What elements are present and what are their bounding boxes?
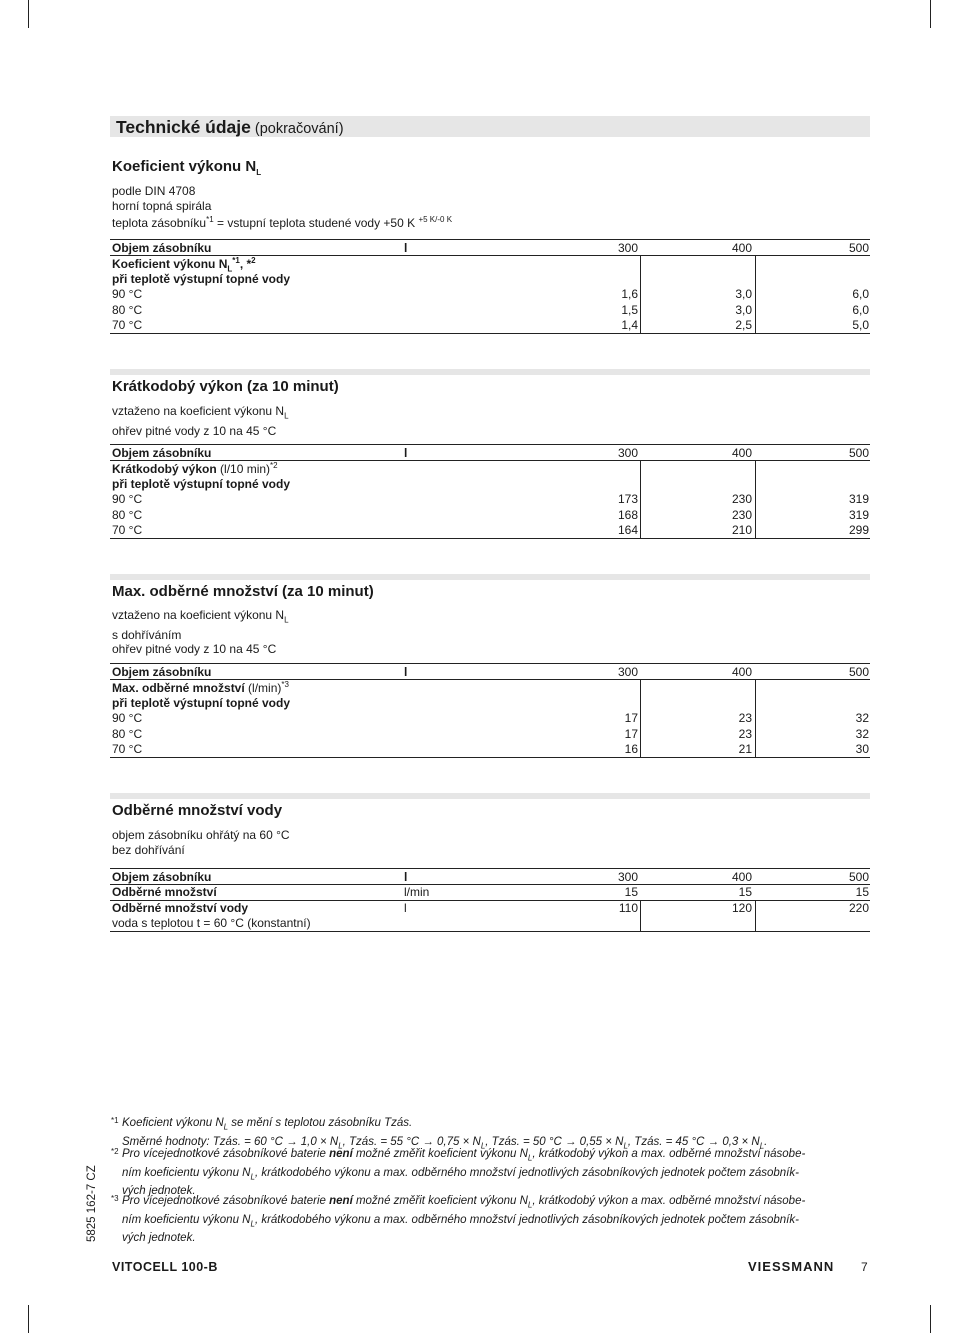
footnote-text: . [764,1135,768,1148]
superscript: *3 [281,680,289,690]
document-code: 5825 162-7 CZ [86,1165,98,1242]
section-title-text: Koeficient výkonu N [112,158,257,175]
page-title [116,117,344,138]
table-row [110,741,870,756]
footnote-line [122,1147,873,1166]
cell-value: 3,0 [735,302,752,317]
footnote-text: ním koeficientu výkonu N [122,1213,251,1226]
page-title-bar [110,116,870,137]
row-label: při teplotě výstupní topné vody [112,271,291,286]
table-rule [110,538,870,539]
cell-value: 173 [617,492,638,507]
header-value: 400 [731,446,752,460]
footnote-marker: *3 [111,1194,119,1203]
table-row [110,491,870,506]
footnote-text: možné změřit koeficient výkonu N [352,1195,528,1207]
cell-value: 220 [848,900,869,915]
desc-line [112,213,452,231]
section-draw-off-volume-title: Odběrné množství vody [112,802,283,819]
header-value: 500 [848,665,869,679]
header-value: 500 [848,870,869,884]
subscript: L [527,1200,533,1210]
cell-value: 21 [738,741,752,756]
footnote-text: , krátkodobý výkon a max. odběrné množství násobe- [532,1195,806,1207]
table-row [110,710,870,725]
row-label: 80 °C [112,302,143,317]
row-text: Koeficient výkonu N [112,257,228,272]
desc-line [112,404,289,424]
table-row [110,507,870,522]
cell-value: 5,0 [852,317,869,332]
cell-value: 3,0 [735,287,752,302]
table-col-divider [755,255,756,333]
table-col-divider [640,255,641,333]
crop-mark-bottom-left [28,1305,29,1333]
table-row [110,900,870,915]
page-number: 7 [861,1260,868,1274]
table-rule [110,679,870,680]
table-row [110,679,870,694]
crop-mark-bottom-right [930,1305,931,1333]
cell-value: 164 [617,522,638,537]
row-label: 90 °C [112,287,143,302]
header-value: 500 [848,241,869,255]
section-performance-factor-title [112,158,261,177]
table-row [110,460,870,475]
header-value: 400 [731,870,752,884]
cell-value: 319 [848,507,869,522]
header-unit: l [404,665,408,679]
footer-product-name: VITOCELL 100-B [112,1260,218,1274]
cell-value: 1,6 [621,287,638,302]
section-performance-factor-desc [112,184,452,231]
footnote-text: , Tzás. = 55 °C → 0,75 × N [342,1135,481,1148]
table-row [110,915,870,930]
cell-value: 299 [848,522,869,537]
cell-value: 210 [731,522,752,537]
footnote-text: se mění s teplotou zásobníku Tzás. [228,1117,413,1129]
table-header-row [110,664,870,679]
section-bar [110,574,870,580]
crop-mark-top-right [930,0,931,28]
row-unit: l/min [404,885,430,900]
page-title-continued: (pokračování) [254,121,344,137]
table-performance-factor [110,240,870,332]
superscript: *1 [206,215,214,224]
desc-line: ohřev pitné vody z 10 na 45 °C [112,642,277,657]
header-value: 400 [731,665,752,679]
page-title-text: Technické údaje [116,117,251,137]
table-rule [110,931,870,932]
row-label: 80 °C [112,507,143,522]
table-col-divider [755,900,756,931]
table-col-divider [640,900,641,931]
row-unit: l [404,900,407,915]
table-rule [110,900,870,901]
header-unit: l [404,241,408,255]
row-label: Odběrné množství vody [112,900,249,915]
desc-line: s dohříváním [112,627,182,642]
row-label [112,461,278,476]
subscript: L [256,168,262,177]
table-row [110,695,870,710]
cell-value: 1,5 [621,302,638,317]
table-rule [110,757,870,758]
footnote-text: Pro vícejednotkové zásobníkové baterie [122,1195,330,1207]
table-max-draw-off [110,664,870,756]
desc-line: ohřev pitné vody z 10 na 45 °C [112,423,277,438]
table-rule [110,460,870,461]
header-value: 300 [617,870,638,884]
cell-value: 2,5 [735,317,752,332]
row-label: 70 °C [112,522,143,537]
desc-line: bez dohřívání [112,842,185,857]
cell-value: 32 [855,726,869,741]
desc-text: vztaženo na koeficient výkonu N [112,608,285,622]
row-label: při teplotě výstupní topné vody [112,695,291,710]
subscript: L [527,1153,533,1163]
cell-value: 15 [855,885,869,900]
header-value: 300 [617,241,638,255]
footnote-line [122,1213,873,1232]
table-col-divider [755,460,756,538]
cell-value: 1,4 [621,317,638,332]
subscript: L [284,615,289,625]
table-short-term-output [110,445,870,537]
table-rule [110,884,870,885]
header-label: Objem zásobníku [112,241,212,255]
superscript: 2 [251,256,256,266]
row-label: Odběrné množství [112,885,217,900]
table-row [110,286,870,301]
table-col-divider [640,679,641,757]
footnote-line [122,1116,873,1135]
section-bar [110,793,870,799]
section-short-term-output-title: Krátkodobý výkon (za 10 minut) [112,378,339,395]
table-row [110,255,870,274]
cell-value: 30 [855,741,869,756]
footnote-text: , krátkodobého výkonu a max. odběrného množství jednotlivých zásobníkových jednotek počtem zásobník- [254,1213,799,1226]
footnote-emphasis: není [329,1195,353,1207]
table-rule [110,255,870,256]
table-rule [110,333,870,334]
footnote-line [122,1166,873,1185]
cell-value: 23 [738,711,752,726]
footnote-text: možné změřit koeficient výkonu N [352,1148,528,1160]
desc-line: objem zásobníku ohřátý na 60 °C [112,828,290,842]
table-row [110,317,870,332]
footnote-text: , krátkodobý výkon a max. odběrné množství násobe- [532,1148,806,1160]
footnote-text: Směrné hodnoty: Tzás. = 60 °C → 1,0 × N [122,1135,339,1148]
subscript: L [250,1172,255,1181]
footnote-text: , Tzás. = 45 °C → 0,3 × N [627,1135,760,1148]
row-text: , * [239,257,252,272]
subscript: L [759,1141,765,1150]
header-value: 300 [617,665,638,679]
cell-value: 15 [738,885,752,900]
subscript: L [338,1141,343,1150]
cell-value: 110 [618,900,638,915]
table-row [110,271,870,286]
table-row [110,884,870,899]
table-row [110,726,870,741]
brand-logo: VIESSMANN [748,1259,835,1274]
header-label: Objem zásobníku [112,446,212,460]
cell-value: 120 [731,900,752,915]
row-label [112,680,289,695]
footnote-line [122,1194,873,1213]
footnote-text: , krátkodobého výkonu a max. odběrného množství jednotlivých zásobníkových jednotek počtem zásobník- [254,1166,799,1179]
cell-value: 6,0 [852,302,869,317]
row-text: (l/min) [244,681,282,696]
table-row [110,302,870,317]
section-bar [110,369,870,375]
table-header-row [110,869,870,884]
subscript: L [250,1219,255,1228]
cell-value: 230 [731,492,752,507]
footnote-emphasis: není [329,1148,353,1160]
table-col-divider [640,460,641,538]
subscript: L [223,1122,229,1132]
row-label: při teplotě výstupní topné vody [112,476,291,491]
crop-mark-top-left [28,0,29,28]
footnote-3 [111,1194,873,1247]
header-value: 500 [848,446,869,460]
header-unit: l [404,446,408,460]
cell-value: 168 [617,507,638,522]
row-text: (l/10 min) [216,462,271,477]
cell-value: 17 [624,711,638,726]
subscript: L [227,264,233,274]
subscript: L [623,1141,628,1150]
table-row [110,522,870,537]
desc-text: teplota zásobníku [112,216,207,230]
header-unit: l [404,870,408,884]
footnote-text: Koeficient výkonu N [122,1117,224,1129]
subscript: L [284,411,289,421]
table-row [110,476,870,491]
footnote-marker: *2 [111,1147,119,1156]
footnote-line: vých jednotek. [122,1232,196,1245]
cell-value: 17 [624,726,638,741]
row-text: Max. odběrné množství [112,681,245,696]
row-label: voda s teplotou t = 60 °C (konstantní) [112,916,311,931]
desc-line: podle DIN 4708 [112,184,196,198]
cell-value: 23 [738,726,752,741]
section-short-term-output-desc [112,404,289,438]
footnote-text: Pro vícejednotkové zásobníkové baterie [122,1148,330,1160]
desc-line: horní topná spirála [112,198,212,213]
row-label: 80 °C [112,726,143,741]
table-header-row [110,445,870,460]
row-label: 70 °C [112,317,143,332]
cell-value: 15 [624,885,638,900]
superscript: +5 K/-0 K [418,215,453,224]
row-label: 90 °C [112,492,143,507]
cell-value: 230 [731,507,752,522]
row-label: 90 °C [112,711,143,726]
desc-line [112,608,289,628]
table-header-row [110,240,870,255]
footnote-line: vých jednotek. [122,1185,196,1198]
superscript: *1 [232,256,240,266]
header-label: Objem zásobníku [112,665,212,679]
cell-value: 319 [848,492,869,507]
cell-value: 6,0 [852,287,869,302]
table-col-divider [755,679,756,757]
desc-text: vztaženo na koeficient výkonu N [112,404,285,418]
header-value: 400 [731,241,752,255]
row-label: 70 °C [112,741,143,756]
footnote-marker: *1 [111,1116,119,1125]
section-draw-off-volume-desc [112,828,290,857]
cell-value: 16 [624,741,638,756]
header-label: Objem zásobníku [112,870,212,884]
footnote-text: ním koeficientu výkonu N [122,1166,251,1179]
header-value: 300 [617,446,638,460]
section-max-draw-off-title: Max. odběrné množství (za 10 minut) [112,583,374,600]
cell-value: 32 [855,711,869,726]
superscript: *2 [270,461,278,471]
desc-text: = vstupní teplota studené vody +50 K [213,216,419,230]
footnote-2 [111,1147,873,1200]
section-max-draw-off-desc [112,608,289,657]
footnote-text: , Tzás. = 50 °C → 0,55 × N [485,1135,624,1148]
subscript: L [480,1141,486,1150]
row-text: Krátkodobý výkon [112,462,217,477]
